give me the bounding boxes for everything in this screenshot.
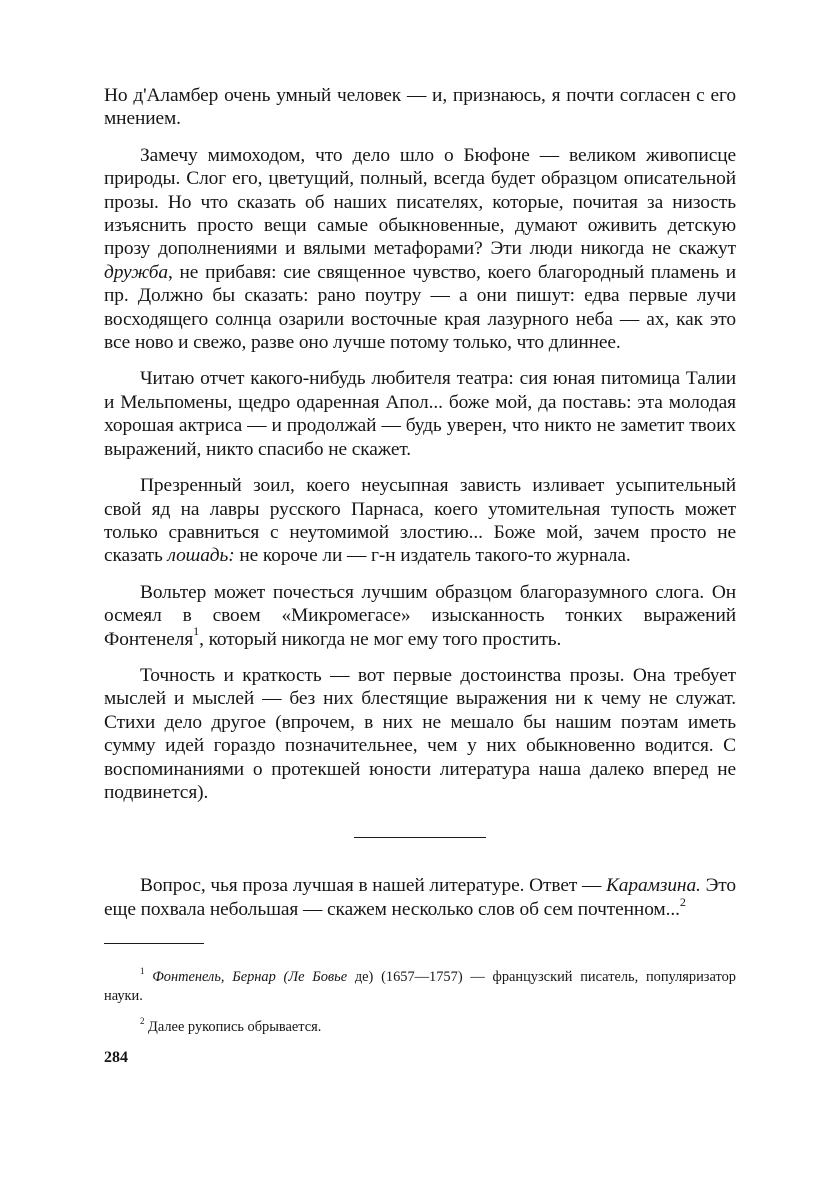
paragraph-text: Вопрос, чья проза лучшая в нашей литературе. Ответ — bbox=[140, 875, 607, 897]
footnote-mark: 2 bbox=[140, 1016, 145, 1027]
footnote-text: де) (1657—1757) — французский писатель, популяризатор науки. bbox=[104, 969, 736, 1005]
footnote-text: Далее рукопись обрывается. bbox=[144, 1019, 322, 1036]
footnote-ref: 1 bbox=[193, 624, 200, 639]
paragraph bbox=[104, 84, 736, 131]
paragraph-text: Это еще похвала небольшая — скажем несколько слов об сем почтенном... bbox=[104, 875, 736, 920]
paragraph-text: Замечу мимоходом, что дело шло о Бюфоне — великом живописце природы. Слог его, цветущий, полный, всегда будет образцом описательной прозы. Но что сказать об наших писателях, которые, почитая за низость изъяснить просто вещи самые обыкновенные, думают оживить детскую прозу дополнениями и вялыми метафорами? Эти люди никогда не скажут bbox=[104, 144, 736, 260]
paragraph bbox=[104, 664, 736, 804]
italic-word: дружба bbox=[104, 261, 169, 283]
paragraph bbox=[104, 367, 736, 461]
page-number: 284 bbox=[104, 1049, 128, 1067]
footnote-ref: 2 bbox=[679, 894, 686, 909]
italic-word: Карамзина. bbox=[606, 875, 701, 897]
paragraph-text: Точность и краткость — вот первые достоинства прозы. Она требует мыслей и мыслей — без них блестящие выражения ни к чему не служат. Стихи дело другое (впрочем, в них не мешало бы нашим поэтам иметь сумму идей гораздо позначительнее, чем у них обыкновенно водится. С воспоминаниями о протекшей юности литература наша далеко вперед не подвинется). bbox=[104, 664, 736, 803]
section-separator bbox=[354, 837, 486, 838]
paragraph bbox=[104, 474, 736, 568]
paragraph-text: Читаю отчет какого-нибудь любителя театра: сия юная питомица Талии и Мельпомены, щедро одаренная Апол... боже мой, да поставь: эта молодая хорошая актриса — и продолжай — будь уверен, что никто не заметит твоих выражений, никто спасибо не скажет. bbox=[104, 368, 736, 460]
italic-word: лошадь: bbox=[167, 545, 235, 567]
footnote-name: Фонтенель, Бернар (Ле Бовье bbox=[144, 969, 348, 986]
main-text bbox=[104, 84, 736, 804]
paragraph-text: Презренный зоил, коего неусыпная зависть изливает усыпительный свой яд на лавры русского Парнаса, коего утомительная тупость может только сравниться с неутомимой злостию... Боже мой, зачем просто не сказать bbox=[104, 475, 736, 567]
paragraph bbox=[104, 144, 736, 355]
footnote-mark: 1 bbox=[140, 966, 145, 977]
paragraph-text: не короче ли — г-н издатель такого-то журнала. bbox=[234, 545, 631, 567]
paragraph-text: , который никогда не мог ему того простить. bbox=[199, 628, 562, 650]
footnote-rule bbox=[104, 943, 204, 944]
footnote bbox=[104, 1018, 736, 1037]
closing-text bbox=[104, 874, 736, 921]
paragraph bbox=[104, 581, 736, 651]
paragraph-text: , не прибавя: сие священное чувство, коего благородный пламень и пр. Должно бы сказать: рано поутру — а они пишут: едва первые лучи восходящего солнца озарили восточные края лазурного неба — ах, как это все ново и свежо, разве оно лучше потому только, что длиннее. bbox=[104, 261, 736, 354]
paragraph-text: Вольтер может почесться лучшим образцом благоразумного слога. Он осмеял в своем «Микромегасе» изысканность тонких выражений Фонтенеля bbox=[104, 581, 736, 650]
book-page bbox=[104, 84, 736, 1067]
paragraph bbox=[104, 874, 736, 921]
footnotes bbox=[104, 968, 736, 1037]
footnote bbox=[104, 968, 736, 1006]
paragraph-text: Но д'Аламбер очень умный человек — и, признаюсь, я почти согласен с его мнением. bbox=[104, 85, 736, 130]
